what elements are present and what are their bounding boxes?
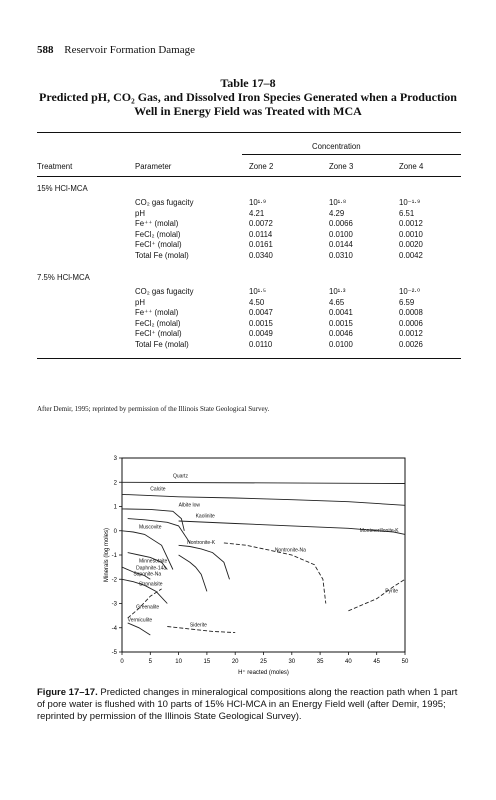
parameter-cell: Fe⁺⁺ (molal) — [135, 219, 179, 228]
group-header: Concentration — [312, 142, 361, 151]
x-tick-label: 35 — [316, 659, 324, 665]
zone4-cell: 0.0012 — [399, 329, 423, 338]
series-line-pyrite — [348, 579, 405, 611]
table-rule — [242, 154, 461, 155]
column-header: Parameter — [135, 162, 172, 171]
zone4-cell: 0.0042 — [399, 250, 423, 260]
table-rule — [37, 132, 461, 133]
zone4-cell: 0.0012 — [399, 219, 423, 228]
zone2-cell: 0.0110 — [249, 339, 273, 349]
zone2-cell: 0.0340 — [249, 250, 273, 260]
zone2-cell: 0.0161 — [249, 240, 273, 249]
series-label: Nontronite-K — [187, 540, 216, 547]
zone4-cell: 0.0006 — [399, 318, 423, 328]
x-axis-label: H⁺ reacted (moles) — [238, 670, 289, 676]
zone4-cell: 0.0020 — [399, 240, 423, 249]
column-header: Zone 3 — [329, 162, 354, 171]
series-label: Daphnite-14a — [136, 565, 167, 572]
y-tick-label: 0 — [113, 528, 117, 535]
y-tick-label: -2 — [111, 577, 117, 584]
x-tick-label: 5 — [148, 659, 152, 665]
zone3-cell: 10¹·³ — [329, 287, 346, 296]
x-tick-label: 50 — [401, 659, 409, 665]
column-header: Treatment — [37, 162, 73, 171]
y-tick-label: -5 — [111, 650, 117, 656]
zone3-cell: 10¹·⁸ — [329, 198, 347, 207]
zone2-cell: 10¹·⁹ — [249, 198, 267, 207]
y-tick-label: 3 — [113, 456, 117, 462]
parameter-cell: FeCl⁺ (molal) — [135, 329, 182, 338]
zone2-cell: 0.0049 — [249, 329, 273, 338]
zone4-cell: 10⁻¹·⁹ — [399, 198, 421, 207]
x-tick-label: 40 — [345, 659, 352, 665]
table-note: After Demir, 1995; reprinted by permission of the Illinois State Geological Survey. — [37, 405, 270, 413]
series-label: Albite low — [178, 502, 201, 509]
zone2-cell: 0.0114 — [249, 229, 273, 239]
zone3-cell: 0.0015 — [329, 318, 353, 328]
parameter-cell: pH — [135, 297, 145, 307]
zone4-cell: 0.0008 — [399, 308, 423, 317]
series-label: Nontronite-Na — [274, 547, 306, 554]
series-label: Stronalsite — [138, 581, 163, 588]
zone3-cell: 0.0100 — [329, 229, 353, 239]
running-title: Reservoir Formation Damage — [64, 44, 195, 56]
zone3-cell: 0.0100 — [329, 339, 353, 349]
parameter-cell: FeCl₂ (molal) — [135, 318, 181, 328]
figure-label: Figure 17–17. — [37, 687, 98, 698]
zone3-cell: 0.0066 — [329, 219, 353, 228]
series-label: Greenalite — [136, 604, 160, 611]
parameter-cell: Total Fe (molal) — [135, 339, 189, 349]
parameter-cell: CO₂ gas fugacity — [135, 287, 194, 296]
zone2-cell: 0.0072 — [249, 219, 273, 228]
running-header — [37, 44, 195, 56]
y-tick-label: 1 — [113, 504, 117, 511]
zone2-cell: 4.21 — [249, 208, 265, 218]
column-header: Zone 4 — [399, 162, 424, 171]
zone4-cell: 6.59 — [399, 297, 415, 307]
zone4-cell: 6.51 — [399, 208, 415, 218]
zone2-cell: 0.0047 — [249, 308, 273, 317]
figure-caption-text: Predicted changes in mineralogical compositions along the reaction path when 1 part of pore water is flushed with 10 parts of 15% HCl-MCA in an Energy Field well (after Demir, 1995; reprinted by permission of the Illinois State Geological Survey). — [37, 687, 458, 722]
x-tick-label: 10 — [175, 659, 182, 665]
x-tick-label: 25 — [260, 659, 267, 665]
parameter-cell: FeCl⁺ (molal) — [135, 240, 182, 249]
series-label: Pyrite — [385, 588, 398, 595]
y-tick-label: 2 — [113, 480, 117, 487]
table-label: Table 17–8 — [220, 76, 276, 90]
y-tick-label: -1 — [111, 553, 117, 559]
series-label: Muscovite — [138, 524, 162, 531]
y-tick-label: -4 — [111, 625, 117, 632]
zone3-cell: 0.0310 — [329, 250, 353, 260]
zone3-cell: 4.29 — [329, 208, 345, 218]
x-tick-label: 20 — [231, 659, 239, 665]
zone3-cell: 0.0144 — [329, 240, 353, 249]
series-line-quartz — [122, 482, 405, 483]
series-label: Minnesotaite — [138, 558, 168, 565]
series-label: Montmorillonite-K — [359, 527, 399, 534]
x-tick-label: 30 — [288, 659, 296, 665]
parameter-cell: pH — [135, 208, 145, 218]
y-axis-label: Minerals (log moles) — [104, 527, 110, 583]
zone3-cell: 0.0046 — [329, 329, 353, 338]
table-title-block — [0, 76, 496, 118]
series-label: Saponite-Na — [133, 571, 162, 578]
zone2-cell: 0.0015 — [249, 318, 273, 328]
column-header: Zone 2 — [249, 162, 274, 171]
parameter-cell: FeCl₂ (molal) — [135, 229, 181, 239]
series-line-vermiculite — [128, 623, 151, 635]
page-number: 588 — [37, 44, 54, 56]
parameter-cell: Fe⁺⁺ (molal) — [135, 308, 179, 317]
series-line-kaolinite — [128, 519, 190, 543]
series-label: Siderite — [189, 622, 207, 629]
series-line-nontronite-k — [179, 545, 230, 579]
zone2-cell: 4.50 — [249, 297, 265, 307]
parameter-cell: Total Fe (molal) — [135, 250, 189, 260]
table-title: Predicted pH, CO₂ Gas, and Dissolved Iron Species Generated when a Production Well in Energy Field was Treated with MCA — [39, 90, 457, 118]
series-label: Quartz — [172, 473, 188, 480]
zone2-cell: 10¹·⁵ — [249, 287, 267, 296]
zone3-cell: 0.0041 — [329, 308, 353, 317]
zone4-cell: 10⁻²·⁰ — [399, 287, 421, 296]
zone4-cell: 0.0010 — [399, 229, 423, 239]
series-label: Kaolinite — [195, 513, 215, 520]
series-label: Vermiculite — [127, 617, 153, 624]
y-tick-label: -3 — [111, 601, 117, 608]
mineral-chart — [100, 452, 420, 684]
figure-caption — [37, 687, 459, 723]
treatment-label: 7.5% HCl-MCA — [37, 273, 90, 282]
table-rule — [37, 176, 461, 177]
chart-svg — [100, 452, 420, 684]
zone3-cell: 4.65 — [329, 297, 345, 307]
x-tick-label: 45 — [373, 659, 381, 665]
series-line-calcite — [122, 494, 405, 505]
series-label: Calcite — [150, 486, 166, 493]
parameter-cell: CO₂ gas fugacity — [135, 198, 194, 207]
series-line-daphnite-14a — [179, 555, 207, 591]
treatment-label: 15% HCl-MCA — [37, 184, 88, 193]
table-rule — [37, 358, 461, 359]
x-tick-label: 15 — [203, 659, 211, 665]
zone4-cell: 0.0026 — [399, 339, 423, 349]
x-tick-label: 0 — [120, 659, 124, 665]
